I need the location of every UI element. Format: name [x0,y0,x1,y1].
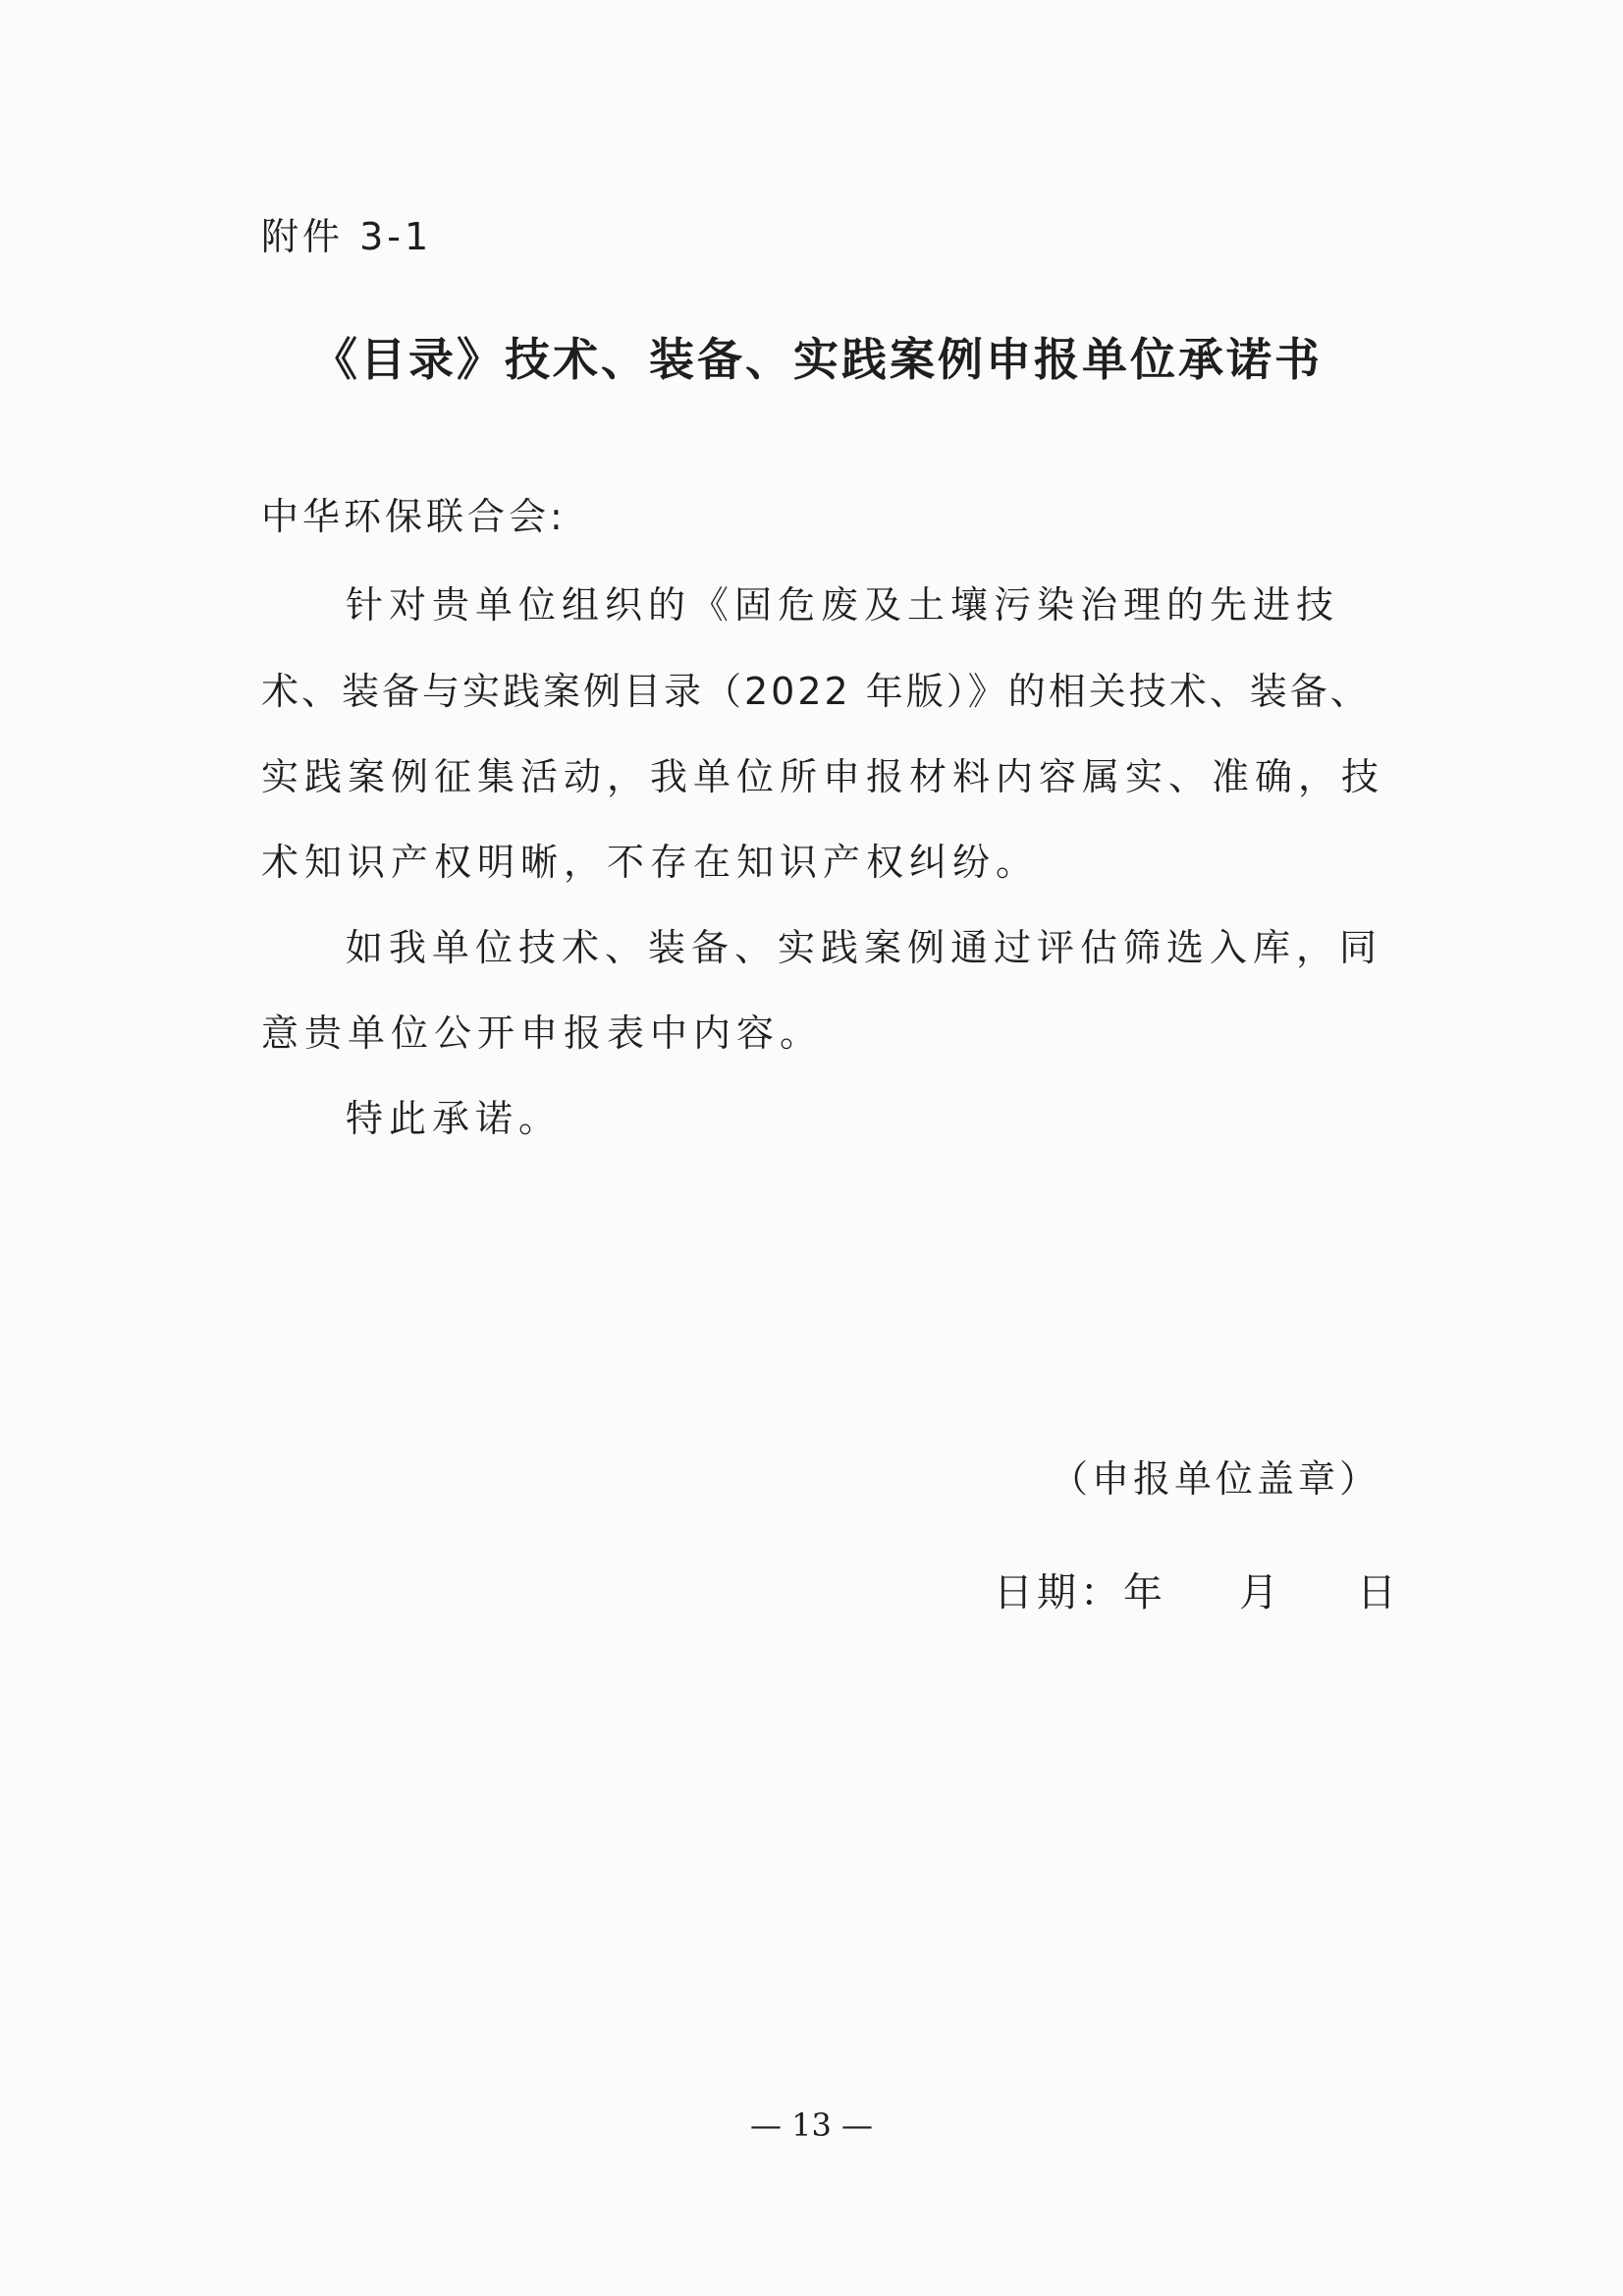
paragraph-1-line-2: 术、装备与实践案例目录（2022 年版）》的相关技术、装备、 [261,670,1371,713]
document-title: 《目录》技术、装备、实践案例申报单位承诺书 [312,333,1323,386]
date-day: 日 [1357,1570,1396,1615]
paragraph-2-line-1: 如我单位技术、装备、实践案例通过评估筛选入库，同 [346,926,1383,969]
salutation: 中华环保联合会: [261,495,567,538]
page-number: — 13 — [749,2106,874,2144]
date-year: 年 [1123,1570,1163,1615]
attachment-label: 附件 3-1 [261,215,433,258]
paragraph-2-line-2: 意贵单位公开申报表中内容。 [261,1011,824,1055]
paragraph-3-line-1: 特此承诺。 [346,1097,563,1140]
date-line [994,1561,1396,1617]
paragraph-1-line-3: 实践案例征集活动，我单位所申报材料内容属实、准确，技 [261,755,1385,798]
paragraph-1-line-1: 针对贵单位组织的《固危废及土壤污染治理的先进技 [346,583,1340,627]
stamp-note: （申报单位盖章） [1051,1457,1381,1501]
date-month: 月 [1239,1570,1278,1615]
date-label: 日期： [994,1570,1123,1615]
paragraph-1-line-4: 术知识产权明晰，不存在知识产权纠纷。 [261,841,1040,884]
